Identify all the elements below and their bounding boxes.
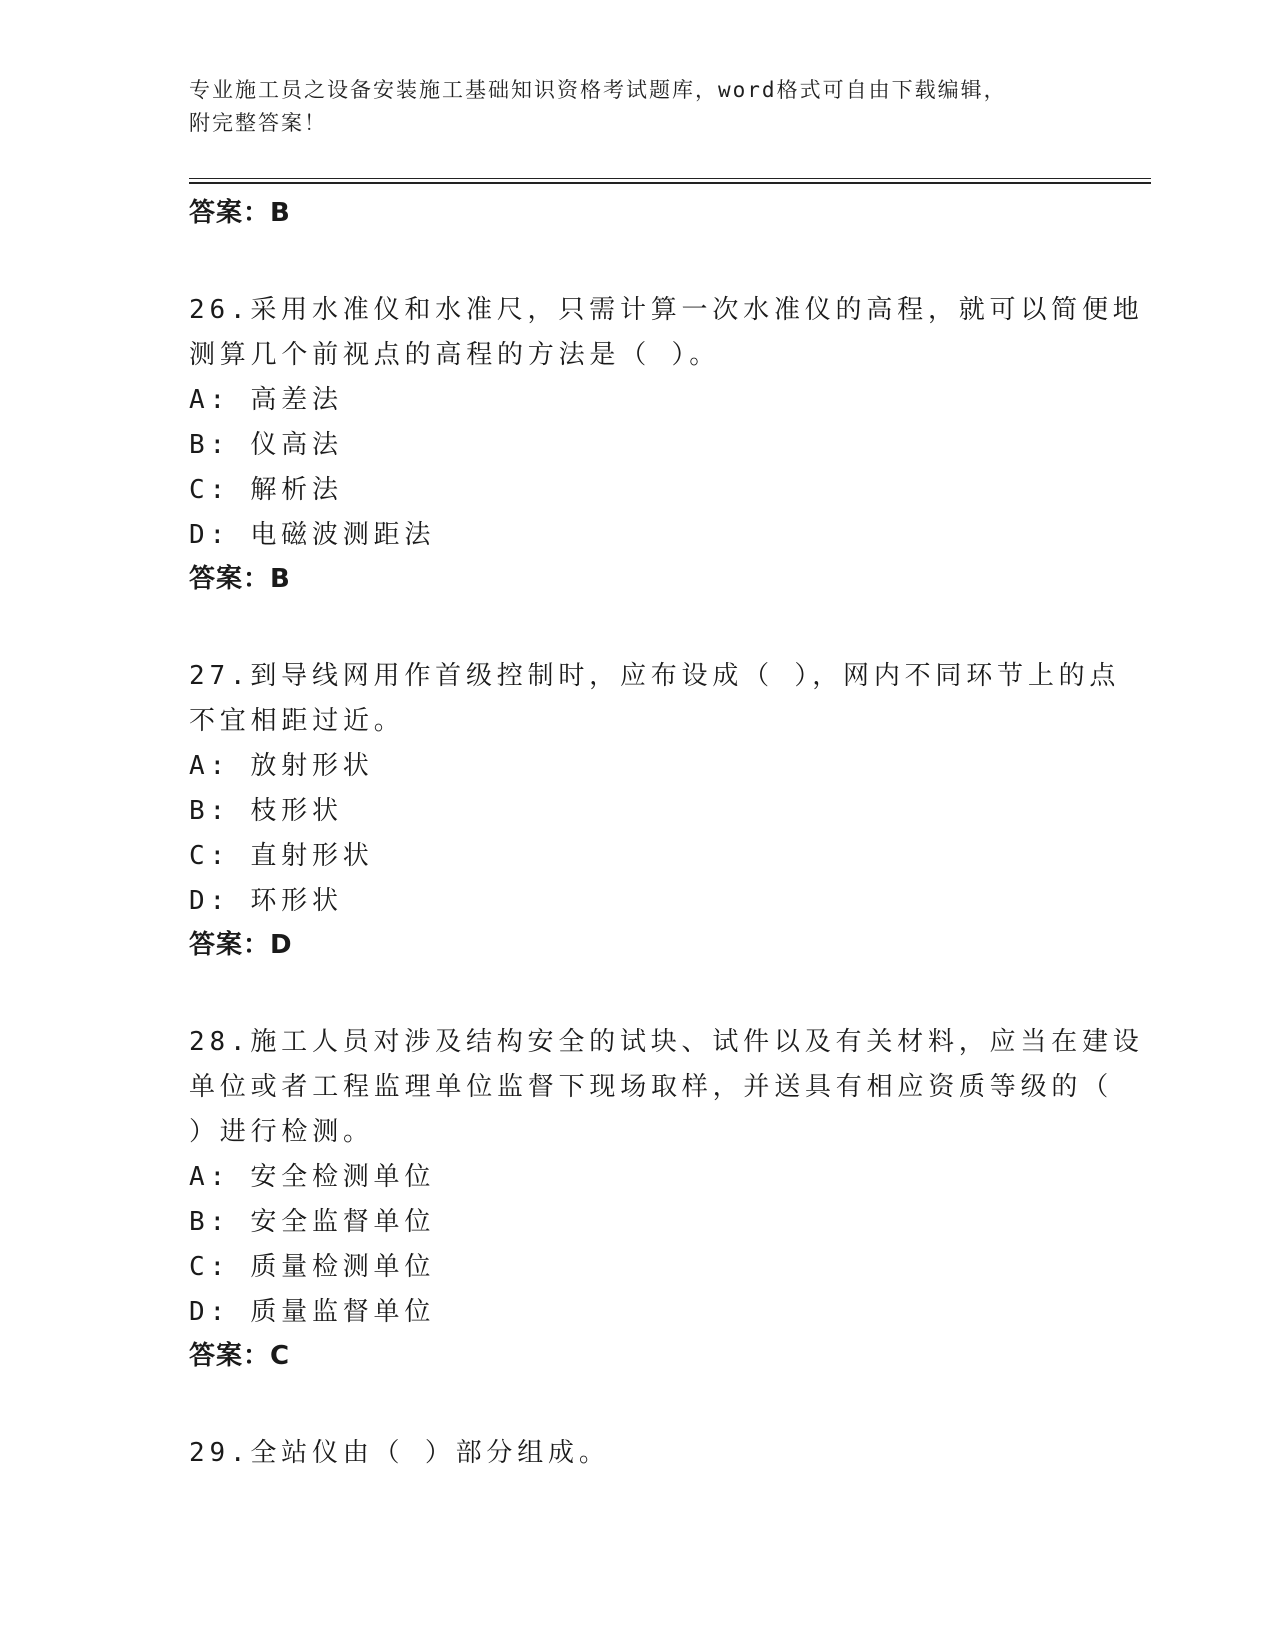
spacer — [189, 234, 1089, 288]
answer-line: 答案：B — [189, 198, 291, 228]
spacer — [189, 1377, 1089, 1431]
option-a: A: 安全检测单位 — [189, 1162, 436, 1192]
option-c: C: 质量检测单位 — [189, 1252, 436, 1282]
answer-line: 答案：D — [189, 930, 293, 960]
option-d: D: 环形状 — [189, 886, 343, 916]
option-b: B: 仪高法 — [189, 430, 343, 460]
header-rule-thick — [189, 182, 1151, 184]
question-text-line: 不宜相距过近。 — [189, 706, 405, 736]
question-text-line: ）进行检测。 — [189, 1117, 374, 1147]
option-d: D: 电磁波测距法 — [189, 520, 436, 550]
question-block — [189, 288, 1144, 600]
answer-line: 答案：B — [189, 564, 291, 594]
header-line-1: 专业施工员之设备安装施工基础知识资格考试题库，word格式可自由下载编辑， — [189, 78, 1007, 102]
question-text-line: 28.施工人员对涉及结构安全的试块、试件以及有关材料，应当在建设 — [189, 1027, 1144, 1057]
option-c: C: 直射形状 — [189, 841, 374, 871]
question-block — [189, 1431, 1089, 1476]
answer-line: 答案：C — [189, 1341, 291, 1371]
header-line-2: 附完整答案！ — [189, 111, 327, 135]
question-block — [189, 1020, 1144, 1377]
question-text-line: 29.全站仪由（ ）部分组成。 — [189, 1438, 610, 1468]
question-text-line: 26.采用水准仪和水准尺，只需计算一次水准仪的高程，就可以简便地 — [189, 295, 1144, 325]
question-text-line: 单位或者工程监理单位监督下现场取样，并送具有相应资质等级的（ — [189, 1072, 1114, 1102]
option-a: A: 放射形状 — [189, 751, 374, 781]
spacer — [189, 966, 1089, 1020]
option-d: D: 质量监督单位 — [189, 1297, 436, 1327]
question-text-line: 27.到导线网用作首级控制时，应布设成（ ），网内不同环节上的点 — [189, 661, 1121, 691]
option-a: A: 高差法 — [189, 385, 343, 415]
option-b: B: 枝形状 — [189, 796, 343, 826]
option-c: C: 解析法 — [189, 475, 343, 505]
question-block — [189, 654, 1121, 966]
header-rule-thin — [189, 178, 1151, 179]
option-b: B: 安全监督单位 — [189, 1207, 436, 1237]
spacer — [189, 600, 1089, 654]
page-header — [189, 74, 1089, 140]
question-content — [189, 192, 1144, 1476]
question-text-line: 测算几个前视点的高程的方法是（ ）。 — [189, 340, 721, 370]
